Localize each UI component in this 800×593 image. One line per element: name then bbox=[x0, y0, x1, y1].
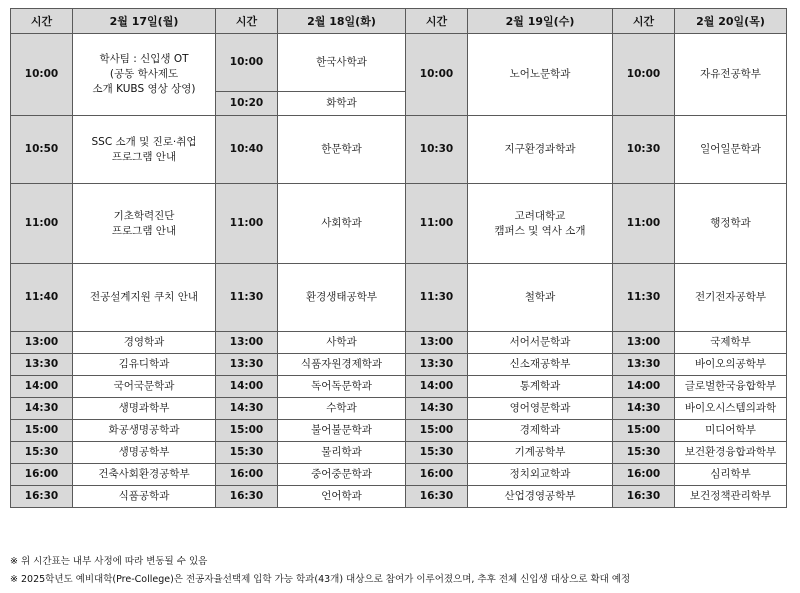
subject-cell: 환경생태공학부 bbox=[278, 264, 406, 332]
time-cell: 15:00 bbox=[11, 420, 73, 442]
subject-cell: 건축사회환경공학부 bbox=[73, 464, 216, 486]
footnotes bbox=[10, 553, 630, 589]
subject-cell: 미디어학부 bbox=[675, 420, 787, 442]
time-cell: 15:30 bbox=[406, 442, 468, 464]
time-cell: 13:00 bbox=[216, 332, 278, 354]
time-cell: 16:30 bbox=[11, 486, 73, 508]
subject-cell: 수학과 bbox=[278, 398, 406, 420]
subject-cell: 지구환경과학과 bbox=[468, 116, 613, 184]
time-cell: 10:30 bbox=[406, 116, 468, 184]
subject-cell: 전기전자공학부 bbox=[675, 264, 787, 332]
header-date-thu: 2월 20일(목) bbox=[675, 9, 787, 34]
table-row bbox=[11, 184, 787, 264]
time-cell: 14:30 bbox=[613, 398, 675, 420]
time-cell: 13:00 bbox=[406, 332, 468, 354]
time-cell: 13:30 bbox=[11, 354, 73, 376]
subject-cell: 영어영문학과 bbox=[468, 398, 613, 420]
subject-cell: 생명공학부 bbox=[73, 442, 216, 464]
time-cell: 13:30 bbox=[613, 354, 675, 376]
time-cell: 15:00 bbox=[613, 420, 675, 442]
time-cell: 10:00 bbox=[11, 34, 73, 116]
subject-cell: 언어학과 bbox=[278, 486, 406, 508]
time-cell: 16:30 bbox=[613, 486, 675, 508]
table-row bbox=[11, 398, 787, 420]
schedule-table bbox=[10, 8, 787, 508]
time-cell: 14:00 bbox=[11, 376, 73, 398]
header-date-tue: 2월 18일(화) bbox=[278, 9, 406, 34]
table-row bbox=[11, 34, 787, 92]
subject-cell: 경영학과 bbox=[73, 332, 216, 354]
time-cell: 10:30 bbox=[613, 116, 675, 184]
subject-cell: 독어독문학과 bbox=[278, 376, 406, 398]
subject-cell: 화공생명공학과 bbox=[73, 420, 216, 442]
subject-cell: 생명과학부 bbox=[73, 398, 216, 420]
time-cell: 10:00 bbox=[406, 34, 468, 116]
time-cell: 10:00 bbox=[216, 34, 278, 92]
subject-cell: 학사팀 : 신입생 OT (공동 학사제도 소개 KUBS 영상 상영) bbox=[73, 34, 216, 116]
time-cell: 15:30 bbox=[11, 442, 73, 464]
time-cell: 14:00 bbox=[406, 376, 468, 398]
subject-cell: 정치외교학과 bbox=[468, 464, 613, 486]
time-cell: 13:30 bbox=[406, 354, 468, 376]
time-cell: 15:00 bbox=[406, 420, 468, 442]
time-cell: 11:40 bbox=[11, 264, 73, 332]
time-cell: 11:00 bbox=[11, 184, 73, 264]
time-cell: 14:30 bbox=[216, 398, 278, 420]
subject-cell: 국제학부 bbox=[675, 332, 787, 354]
subject-cell: 국어국문학과 bbox=[73, 376, 216, 398]
subject-cell: 기계공학부 bbox=[468, 442, 613, 464]
subject-cell: 글로벌한국융합학부 bbox=[675, 376, 787, 398]
time-cell: 10:50 bbox=[11, 116, 73, 184]
time-cell: 11:00 bbox=[216, 184, 278, 264]
subject-cell: 김유디학과 bbox=[73, 354, 216, 376]
subject-cell: 일어일문학과 bbox=[675, 116, 787, 184]
subject-cell: 서어서문학과 bbox=[468, 332, 613, 354]
subject-cell: 신소재공학부 bbox=[468, 354, 613, 376]
time-cell: 16:30 bbox=[406, 486, 468, 508]
time-cell: 16:30 bbox=[216, 486, 278, 508]
subject-cell: 물리학과 bbox=[278, 442, 406, 464]
time-cell: 15:30 bbox=[613, 442, 675, 464]
time-cell: 16:00 bbox=[406, 464, 468, 486]
time-cell: 11:30 bbox=[613, 264, 675, 332]
subject-cell: 보건환경융합과학부 bbox=[675, 442, 787, 464]
subject-cell: SSC 소개 및 진로·취업 프로그램 안내 bbox=[73, 116, 216, 184]
time-cell: 14:00 bbox=[613, 376, 675, 398]
table-row bbox=[11, 486, 787, 508]
subject-cell: 기초학력진단 프로그램 안내 bbox=[73, 184, 216, 264]
subject-cell: 전공설계지원 쿠치 안내 bbox=[73, 264, 216, 332]
time-cell: 11:00 bbox=[406, 184, 468, 264]
header-time-wed: 시간 bbox=[406, 9, 468, 34]
subject-cell: 중어중문학과 bbox=[278, 464, 406, 486]
subject-cell: 경제학과 bbox=[468, 420, 613, 442]
table-row bbox=[11, 264, 787, 332]
time-cell: 10:40 bbox=[216, 116, 278, 184]
subject-cell: 보건정책관리학부 bbox=[675, 486, 787, 508]
header-row bbox=[11, 9, 787, 34]
table-row bbox=[11, 354, 787, 376]
time-cell: 13:00 bbox=[11, 332, 73, 354]
subject-cell: 통계학과 bbox=[468, 376, 613, 398]
footnote: ※ 2025학년도 예비대학(Pre-College)은 전공자율선택제 입학 가능 학과(43개) 대상으로 참여가 이루어졌으며, 추후 전체 신입생 대상으로 확대 예정 bbox=[10, 574, 631, 585]
table-row bbox=[11, 442, 787, 464]
time-cell: 13:00 bbox=[613, 332, 675, 354]
time-cell: 11:30 bbox=[406, 264, 468, 332]
time-cell: 14:30 bbox=[11, 398, 73, 420]
table-row bbox=[11, 420, 787, 442]
footnote: ※ 위 시간표는 내부 사정에 따라 변동될 수 있음 bbox=[10, 556, 208, 567]
time-cell: 15:30 bbox=[216, 442, 278, 464]
time-cell: 16:00 bbox=[11, 464, 73, 486]
time-cell: 14:00 bbox=[216, 376, 278, 398]
subject-cell: 한문학과 bbox=[278, 116, 406, 184]
subject-cell: 식품공학과 bbox=[73, 486, 216, 508]
subject-cell: 고려대학교 캠퍼스 및 역사 소개 bbox=[468, 184, 613, 264]
subject-cell: 바이오의공학부 bbox=[675, 354, 787, 376]
table-row bbox=[11, 332, 787, 354]
time-cell: 16:00 bbox=[613, 464, 675, 486]
time-cell: 10:20 bbox=[216, 92, 278, 116]
subject-cell: 사회학과 bbox=[278, 184, 406, 264]
time-cell: 11:00 bbox=[613, 184, 675, 264]
subject-cell: 철학과 bbox=[468, 264, 613, 332]
subject-cell: 화학과 bbox=[278, 92, 406, 116]
header-date-wed: 2월 19일(수) bbox=[468, 9, 613, 34]
subject-cell: 자유전공학부 bbox=[675, 34, 787, 116]
subject-cell: 바이오시스템의과학 bbox=[675, 398, 787, 420]
time-cell: 13:30 bbox=[216, 354, 278, 376]
time-cell: 16:00 bbox=[216, 464, 278, 486]
time-cell: 11:30 bbox=[216, 264, 278, 332]
header-time-tue: 시간 bbox=[216, 9, 278, 34]
time-cell: 10:00 bbox=[613, 34, 675, 116]
subject-cell: 한국사학과 bbox=[278, 34, 406, 92]
time-cell: 14:30 bbox=[406, 398, 468, 420]
subject-cell: 노어노문학과 bbox=[468, 34, 613, 116]
subject-cell: 산업경영공학부 bbox=[468, 486, 613, 508]
subject-cell: 불어불문학과 bbox=[278, 420, 406, 442]
header-time-thu: 시간 bbox=[613, 9, 675, 34]
header-time-mon: 시간 bbox=[11, 9, 73, 34]
subject-cell: 사학과 bbox=[278, 332, 406, 354]
header-date-mon: 2월 17일(월) bbox=[73, 9, 216, 34]
table-row bbox=[11, 464, 787, 486]
subject-cell: 심리학부 bbox=[675, 464, 787, 486]
table-row bbox=[11, 376, 787, 398]
table-row bbox=[11, 116, 787, 184]
subject-cell: 행정학과 bbox=[675, 184, 787, 264]
time-cell: 15:00 bbox=[216, 420, 278, 442]
subject-cell: 식품자원경제학과 bbox=[278, 354, 406, 376]
